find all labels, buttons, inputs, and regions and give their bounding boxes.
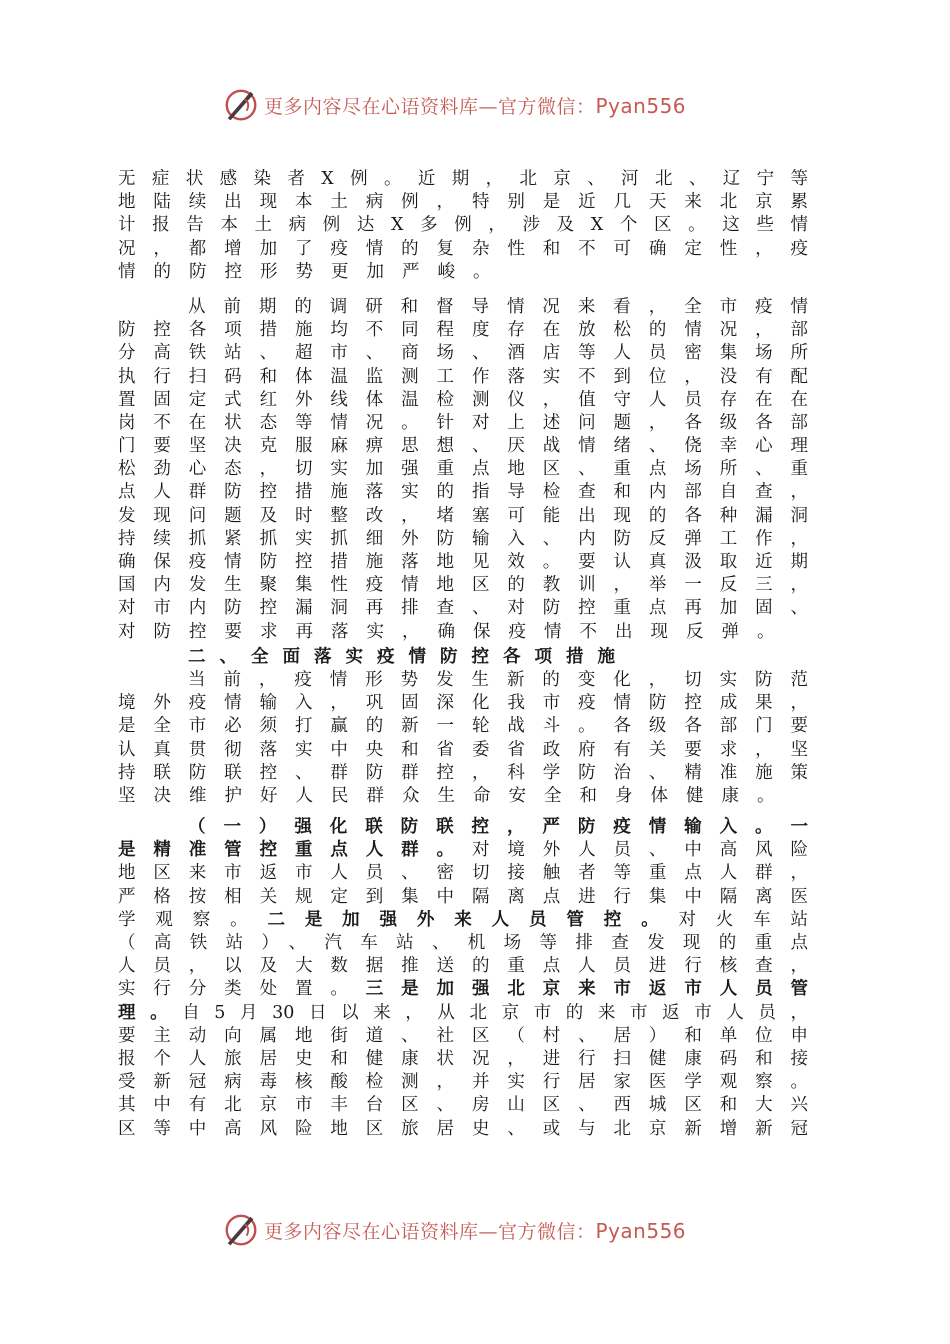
text-line: 当前，疫情形势发生新的变化，切实防范 [188, 669, 808, 690]
text-line: 门要坚决克服麻痹思想、厌战情绪、侥幸心理 [118, 436, 808, 457]
text-line: 报个人旅居史和健康状况，进行扫健康码和接 [118, 1048, 808, 1069]
text-line: 松劲心态，切实加强重点地区、重点场所、重 [118, 459, 808, 480]
bold-point: 是精准管控重点人群。 [118, 840, 472, 861]
text-line: 实行分类处置。三是加强北京来市返市人员管 [118, 979, 808, 1000]
text-line: 严格按相关规定到集中隔离点进行集中隔离医 [118, 886, 808, 907]
text-line: 持续抓紧抓实抓细外防输入、内防反弹工作， [118, 528, 808, 549]
text-line: 学观察。二是加强外来人员管控。对火车站 [118, 909, 808, 930]
text-line: 无症状感染者X例。近期，北京、河北、辽宁等 [118, 169, 808, 189]
text-line: 置固定式红外线体温检测仪，值守人员存在在 [118, 389, 808, 410]
text-line: 点人群防控措施落实的指导检查和内部自查， [118, 482, 808, 503]
text-line: 是全市必须打赢的新一轮战斗。各级各部门要 [118, 716, 808, 737]
quill-seal-logo-icon [222, 86, 260, 124]
section-heading: 二、全面落实疫情防控各项措施 [188, 646, 629, 667]
text-line: 持联防联控、群防群控，科学防治、精准施策 [118, 762, 808, 783]
text-line: （高铁站）、汽车站、机场等排查发现的重点 [118, 933, 808, 953]
text-line: 是精准管控重点人群。对境外人员、中高风险 [118, 840, 808, 861]
text-line: 对防控要求再落实，确保疫情不出现反弹。 [118, 621, 793, 642]
text-line: 境外疫情输入，巩固深化我市疫情防控成果， [118, 693, 808, 714]
bold-point: 二是加强外来人员管控。 [267, 909, 679, 930]
bold-point: 理。 [118, 1002, 183, 1023]
text-line: 其中有北京市丰台区、房山区、西城区和大兴 [118, 1095, 808, 1116]
text-line: 从前期的调研和督导情况来看，全市疫情 [188, 296, 808, 317]
banner-text: 更多内容尽在心语资料库—官方微信：Pyan556 [264, 93, 687, 118]
text-line: 理。自5月30日以来，从北京市的来市返市人员， [118, 1002, 808, 1023]
text-line: 要主动向属地街道、社区（村、居）和单位申 [118, 1025, 808, 1046]
text-line: 国内发生聚集性疫情地区的教训，举一反三， [118, 575, 808, 596]
bold-point: 三是加强北京来市返市人员管 [365, 979, 808, 1000]
paragraph-4 [118, 816, 808, 1141]
text-line: 情的防控形势更加严峻。 [118, 261, 509, 282]
text-line: 地区来市返市人员、密切接触者等重点人群， [118, 863, 808, 884]
text-line: 受新冠病毒核酸检测，并实行居家医学观察。 [118, 1072, 808, 1093]
text-line [118, 816, 808, 839]
text-line: 区等中高风险地区旅居史、或与北京新增新冠 [118, 1118, 808, 1139]
text-line: 岗不在状态等情况。针对上述问题，各级各部 [118, 412, 808, 433]
text-line: 防控各项措施均不同程度存在放松的情况，部 [118, 320, 808, 341]
text-line: 执行扫码和体温监测工作落实不到位，没有配 [118, 366, 808, 387]
text-line: 况，都增加了疫情的复杂性和不可确定性，疫 [118, 238, 808, 259]
subsection-heading: （一）强化联防联控，严防疫情输入。一 [188, 817, 808, 838]
banner-wechat-id: Pyan556 [595, 93, 687, 118]
text-line: 坚决维护好人民群众生命安全和身体健康。 [118, 785, 793, 806]
header-banner [222, 85, 742, 125]
banner-wechat-id: Pyan556 [595, 1218, 687, 1243]
text-line: 地陆续出现本土病例，特别是近几天来北京累 [118, 192, 808, 213]
text-line: 发现问题及时整改，堵塞可能出现的各种漏洞 [118, 505, 808, 526]
paragraph-2 [118, 296, 808, 644]
banner-text: 更多内容尽在心语资料库—官方微信：Pyan556 [264, 1218, 687, 1243]
text-line: 对市内防控漏洞再排查、对防控重点再加固、 [118, 598, 808, 619]
footer-banner [222, 1210, 742, 1250]
paragraph-1 [118, 168, 808, 284]
text-line: 认真贯彻落实中央和省委省政府有关要求，坚 [118, 739, 808, 760]
text-line: 计报告本土病例达X多例，涉及X个区。这些情 [118, 215, 808, 236]
paragraph-3 [118, 669, 808, 808]
document-body [118, 168, 808, 1141]
text-line: 确保疫情防控措施落地见效。要认真汲取近期 [118, 552, 808, 572]
text-line: 人员，以及大数据推送的重点人员进行核查， [118, 956, 808, 977]
quill-seal-logo-icon [222, 1211, 260, 1249]
text-line: 分高铁站、超市、商场、酒店等人员密集场所 [118, 343, 808, 364]
